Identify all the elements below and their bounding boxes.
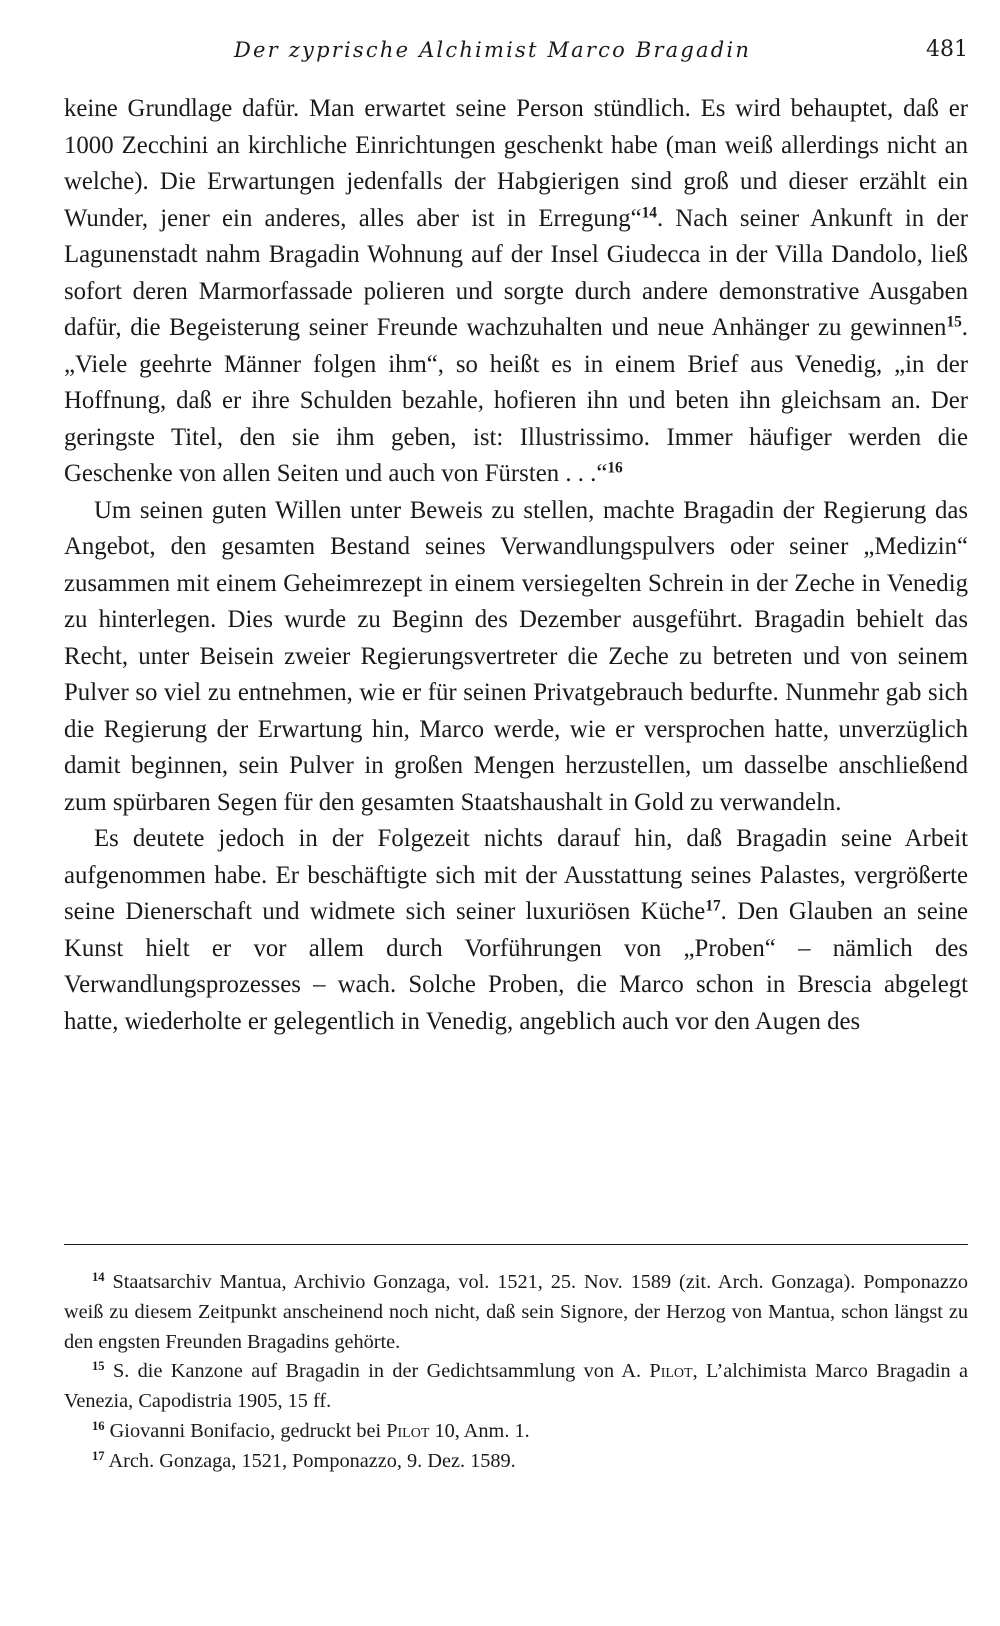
paragraph-2: Um seinen guten Willen unter Beweis zu stellen, machte Bragadin der Regierung das Angebot, den gesamten Bestand seines Verwandlungspulvers oder seiner „Medizin“ zusammen mit einem Geheimrezept in einem versiegelten Schrein in der Zeche in Venedig zu hinterlegen. Dies wurde zu Beginn des Dezember ausgeführt. Bragadin behielt das Recht, unter Beisein zweier Regierungsvertreter die Zeche zu betreten und von seinem Pulver so viel zu entnehmen, wie er für seinen Privatgebrauch bedurfte. Nunmehr gab sich die Regierung der Erwartung hin, Marco werde, wie er versprochen hatte, unverzüglich damit beginnen, sein Pulver in großen Mengen herzustellen, um dasselbe anschließend zum spürbaren Segen für den gesamten Staatshaushalt in Gold zu verwandeln. bbox=[64, 496, 968, 816]
paragraph-3-part-a: Es deutete jedoch in der Folgezeit nichts darauf hin, daß Bragadin seine Arbeit aufgenommen habe. Er beschäftigte sich mit der Ausstattung seines Palastes, vergrößerte seine Dienerschaft und widmete sich seiner luxuriösen Küche bbox=[64, 825, 968, 925]
footnote-number: 14 bbox=[92, 1270, 105, 1285]
paragraph-3 bbox=[64, 821, 968, 1040]
footnote-text: Staatsarchiv Mantua, Archivio Gonzaga, vol. 1521, 25. Nov. 1589 (zit. Arch. Gonzaga). Pomponazzo weiß zu diesem Zeitpunkt anscheinend noch nicht, daß sein Signore, der Herzog von Mantua, schon längst zu den engsten Freunden Bragadins gehörte. bbox=[64, 1271, 968, 1353]
footnote-15 bbox=[64, 1357, 968, 1417]
footnote-text: Giovanni Bonifacio, gedruckt bei bbox=[109, 1419, 382, 1442]
page-number: 481 bbox=[926, 37, 968, 62]
footnote-number: 15 bbox=[92, 1359, 105, 1374]
footnote-16 bbox=[64, 1417, 968, 1447]
author-name: Pilot bbox=[386, 1419, 430, 1442]
footnote-number: 17 bbox=[92, 1448, 105, 1463]
footnote-divider bbox=[64, 1244, 968, 1245]
main-text bbox=[64, 91, 968, 1040]
running-header bbox=[64, 38, 968, 72]
footnotes bbox=[64, 1268, 968, 1477]
paragraph-1-part-b: . Nach seiner Ankunft in der Lagunenstadt nahm Bragadin Wohnung auf der Insel Giudecca in der Villa Dandolo, ließ sofort deren Marmorfassade polieren und sorgte durch andere demonstrative Ausgaben dafür, die Begeisterung seiner Freunde wachzuhalten und neue Anhänger zu gewinnen bbox=[64, 204, 968, 341]
footnote-text: Arch. Gonzaga, 1521, Pomponazzo, 9. Dez. 1589. bbox=[108, 1449, 516, 1472]
running-title: Der zyprische Alchimist Marco Bragadin bbox=[234, 38, 752, 62]
paragraph-1-part-a: keine Grundlage dafür. Man erwartet seine Person stündlich. Es wird behauptet, daß er 1000 Zecchini an kirchliche Einrichtungen geschenkt habe (man weiß allerdings nicht an welche). Die Erwartungen jedenfalls der Habgierigen sind groß und dieser erzählt ein Wunder, jener ein anderes, alles aber ist in Erregung“ bbox=[64, 95, 968, 232]
paragraph-3-part-b: . Den Glauben an seine Kunst hielt er vor allem durch Vorführungen von „Proben“ – nämlich des Verwandlungsprozesses – wach. Solche Proben, die Marco schon in Brescia abgelegt hatte, wiederholte er gelegentlich in Venedig, angeblich auch vor den Augen des bbox=[64, 898, 968, 1035]
footnote-text: , L’alchimista Marco Bragadin a Venezia, Capodistria 1905, 15 ff. bbox=[64, 1360, 969, 1413]
footnote-ref-15: 15 bbox=[946, 313, 962, 331]
footnote-text: S. die Kanzone auf Bragadin in der Gedichtsammlung von A. bbox=[112, 1360, 642, 1383]
author-name: Pilot bbox=[649, 1360, 693, 1383]
footnote-17 bbox=[64, 1447, 968, 1477]
paragraph-1 bbox=[64, 91, 968, 493]
book-page bbox=[64, 0, 968, 1626]
footnote-text: 10, Anm. 1. bbox=[434, 1419, 530, 1442]
footnote-14 bbox=[64, 1268, 968, 1357]
footnote-ref-16: 16 bbox=[607, 459, 623, 477]
footnote-number: 16 bbox=[92, 1419, 105, 1434]
footnote-ref-17: 17 bbox=[705, 897, 721, 915]
footnote-ref-14: 14 bbox=[641, 204, 657, 222]
paragraph-1-part-c: . „Viele geehrte Männer folgen ihm“, so heißt es in einem Brief aus Venedig, „in der Hoffnung, daß er ihre Schulden bezahle, hofieren ihn und beten ihn gleichsam an. Der geringste Titel, den sie ihm geben, ist: Illustrissimo. Immer häufiger werden die Geschenke von allen Seiten und auch von Fürsten . . .“ bbox=[64, 314, 968, 487]
